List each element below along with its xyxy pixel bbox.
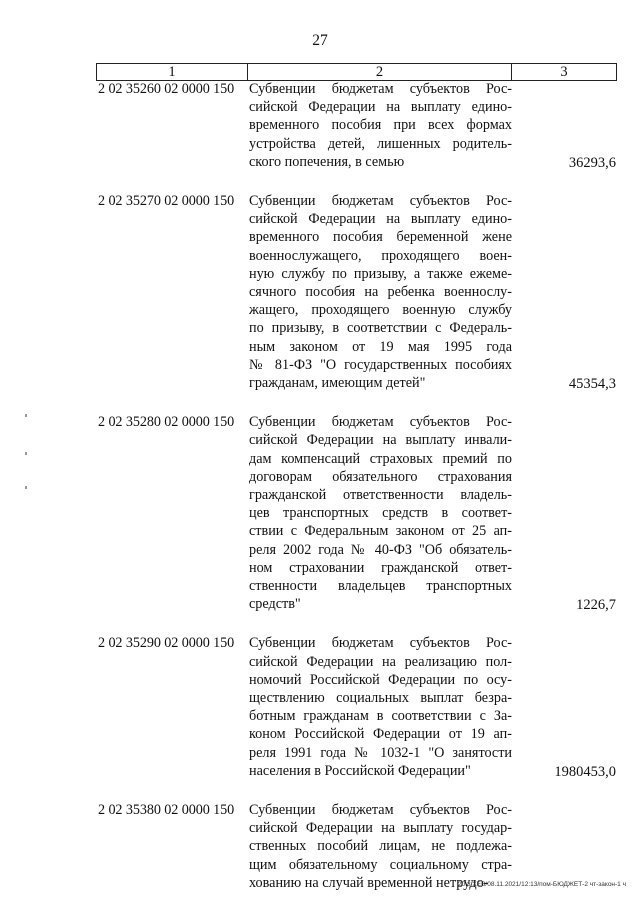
description-line: ном страховании гражданской ответ- xyxy=(249,559,512,576)
description-line: гражданам, имеющим детей" xyxy=(249,375,426,392)
scan-mark xyxy=(25,486,27,489)
row-description xyxy=(249,80,512,171)
scan-mark xyxy=(25,452,27,455)
row-description xyxy=(249,634,512,780)
description-line: сийской Федерации на выплату едино- xyxy=(249,99,512,116)
description-line: временного пособия при всех формах xyxy=(249,117,512,134)
description-line: ственных пособий лицам, не подлежа- xyxy=(249,838,512,855)
description-line: населения в Российской Федерации" xyxy=(249,762,471,779)
description-line: Субвенции бюджетам субъектов Рос- xyxy=(249,81,512,97)
table-row xyxy=(0,801,640,892)
description-line: устройства детей, лишенных родитель- xyxy=(249,135,512,152)
description-line: сячного пособия на ребенка военнослу- xyxy=(249,284,512,301)
description-line: дам компенсаций страховых премий по xyxy=(249,450,512,467)
row-amount: 1980453,0 xyxy=(554,763,616,780)
description-line: ственности владельцев транспортных xyxy=(249,578,512,595)
budget-code: 2 02 35270 02 0000 150 xyxy=(98,193,235,209)
description-line: жащего, проходящего военную службу xyxy=(249,302,512,319)
description-line: хованию на случай временной нетрудо- xyxy=(249,874,489,891)
description-line: сийской Федерации на выплату инвали- xyxy=(249,432,512,449)
description-line: военнослужащего, проходящего воен- xyxy=(249,247,512,264)
description-line: ского попечения, в семью xyxy=(249,153,405,170)
column-header-table xyxy=(96,63,617,81)
description-line: № 81-ФЗ "О государственных пособиях xyxy=(249,356,512,373)
description-line: средств" xyxy=(249,596,301,613)
description-line: Субвенции бюджетам субъектов Рос- xyxy=(249,193,512,209)
row-description xyxy=(249,801,512,892)
description-line: сийской Федерации на реализацию пол- xyxy=(249,653,512,670)
description-line: номочий Российской Федерации по осу- xyxy=(249,671,512,688)
table-row xyxy=(0,634,640,780)
page-number: 27 xyxy=(312,32,328,49)
description-line: ществлению социальных выплат безра- xyxy=(249,690,512,706)
scan-mark xyxy=(25,414,27,417)
description-line: ствии с Федеральным законом от 25 ап- xyxy=(249,523,512,540)
row-amount: 45354,3 xyxy=(568,376,616,392)
description-line: сийской Федерации на выплату государ- xyxy=(249,820,512,837)
description-line: реля 2002 года № 40-ФЗ "Об обязатель- xyxy=(249,541,512,558)
description-line: временного пособия беременной жене xyxy=(249,229,512,246)
budget-code: 2 02 35280 02 0000 150 xyxy=(98,414,235,431)
budget-code: 2 02 35260 02 0000 150 xyxy=(98,81,235,97)
description-line: сийской Федерации на выплату едино- xyxy=(249,211,512,228)
footer-stamp: 20.3/ХЕВ/08.11.2021/12:13/пом-БЮДЖЕТ-2 чт-закон-1 ч xyxy=(457,881,626,888)
table-row xyxy=(0,192,640,392)
description-line: реля 1991 года № 1032-1 "О занятости xyxy=(249,744,512,761)
description-line: щим обязательному социальному стра- xyxy=(249,856,512,873)
table-row xyxy=(0,80,640,171)
description-line: ботным гражданам в соответствии с За- xyxy=(249,708,512,725)
description-line: коном Российской Федерации от 19 ап- xyxy=(249,726,512,743)
column-header-1: 1 xyxy=(97,64,248,81)
description-line: ную службу по призыву, а также ежеме- xyxy=(249,265,512,282)
row-amount: 1226,7 xyxy=(576,597,616,614)
budget-code: 2 02 35380 02 0000 150 xyxy=(98,802,235,818)
description-line: Субвенции бюджетам субъектов Рос- xyxy=(249,635,512,652)
description-line: Субвенции бюджетам субъектов Рос- xyxy=(249,414,512,431)
column-header-3: 3 xyxy=(512,64,617,81)
description-line: Субвенции бюджетам субъектов Рос- xyxy=(249,802,512,818)
description-line: ным законом от 19 мая 1995 года xyxy=(249,338,512,355)
description-line: по призыву, в соответствии с Федераль- xyxy=(249,320,512,337)
budget-code: 2 02 35290 02 0000 150 xyxy=(98,635,235,652)
table-row xyxy=(0,413,640,613)
description-line: гражданской ответственности владель- xyxy=(249,487,512,503)
row-description xyxy=(249,192,512,392)
row-description xyxy=(249,413,512,613)
description-line: цев транспортных средств в соответ- xyxy=(249,505,512,522)
description-line: договорам обязательного страхования xyxy=(249,468,512,485)
column-header-2: 2 xyxy=(248,64,512,81)
row-amount: 36293,6 xyxy=(568,154,616,171)
